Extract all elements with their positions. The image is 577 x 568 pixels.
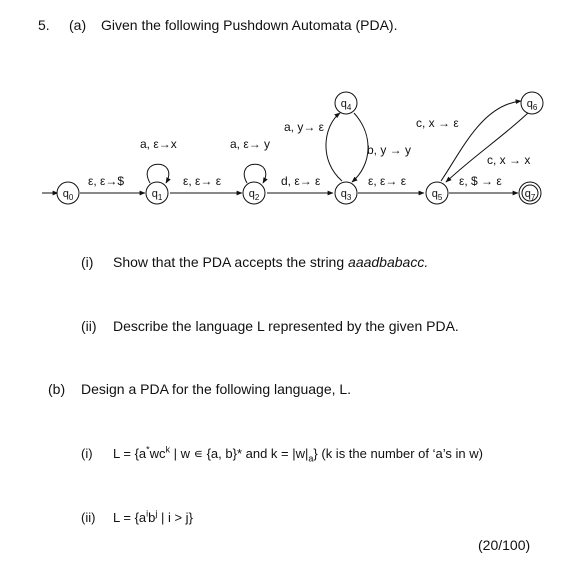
part-b-i-exp1: * — [146, 444, 150, 455]
part-b-i-sub1: a — [308, 453, 314, 464]
part-a-ii-text: Describe the language L represented by the given PDA. — [113, 318, 459, 334]
label-q1-loop: a, ε→x — [140, 137, 177, 151]
state-name-part: q — [524, 188, 531, 200]
part-b-ii-p1: b — [148, 510, 156, 525]
part-a-marker: (a) — [69, 17, 87, 33]
state-name-part: q — [151, 188, 158, 200]
edge-q4-q3 — [352, 113, 368, 182]
part-b-ii-marker: (ii) — [81, 510, 96, 525]
label-q5-q7: ε, $ → ε — [459, 174, 502, 188]
state-name-part: q — [340, 188, 347, 200]
label-q3-q4: a, y→ ε — [284, 120, 325, 134]
state-name-part: q — [248, 188, 255, 200]
part-b-marker: (b) — [48, 381, 66, 397]
marks: (20/100) — [478, 537, 531, 553]
state-name-part: 4 — [346, 103, 352, 112]
part-b-ii-l-eq: L = {a — [113, 510, 147, 525]
part-a-text: Given the following Pushdown Automata (PDA). — [101, 17, 398, 33]
state-name-part: 5 — [437, 193, 443, 202]
part-b-i-p2: | w ∊ {a, b}* and k = |w| — [170, 446, 309, 461]
edge-q5-q6 — [441, 101, 521, 181]
state-name-part: q — [340, 98, 347, 110]
state-name-part: 6 — [532, 103, 538, 112]
label-q4-q3: b, y → y — [367, 143, 412, 157]
part-b-ii-exp2: j — [155, 508, 158, 519]
part-a-ii-marker: (ii) — [81, 318, 97, 334]
label-q0-q1: ε, ε→$ — [88, 174, 125, 188]
part-b-text: Design a PDA for the following language, L. — [81, 381, 352, 397]
state-name-part: 3 — [346, 193, 352, 202]
state-name-part: 1 — [157, 193, 163, 202]
part-b-ii-exp1: i — [146, 508, 149, 519]
label-q1-q2: ε, ε→ ε — [183, 174, 222, 188]
part-b-i-marker: (i) — [81, 446, 93, 461]
label-q2-q3: d, ε→ ε — [281, 174, 321, 188]
part-a-i-marker: (i) — [81, 254, 94, 270]
part-b-i-p1: wc — [149, 446, 166, 461]
part-b-i-p3: } (k is the number of ‘a’s in w) — [313, 446, 483, 461]
part-a-i-prompt: Show that the PDA accepts the string — [113, 254, 345, 270]
question-number: 5. — [38, 17, 50, 33]
state-name-part: 0 — [68, 193, 74, 202]
pda-diagram — [0, 0, 577, 230]
part-b-i-l-eq: L = {a — [113, 446, 147, 461]
part-b-ii-p2: | i > j} — [157, 510, 193, 525]
part-b-i-exp2: k — [165, 444, 171, 455]
loop-q1 — [147, 164, 169, 183]
label-q5-q6: c, x → ε — [416, 116, 459, 130]
state-name-part: q — [526, 98, 533, 110]
state-name-part: 2 — [254, 193, 260, 202]
state-name-part: q — [62, 188, 69, 200]
label-q3-q5: ε, ε→ ε — [368, 174, 407, 188]
part-a-i-text — [113, 254, 428, 270]
label-q2-loop: a, ε→ y — [230, 137, 271, 151]
label-q6-q5: c, x → x — [487, 153, 531, 167]
part-a-i-string: aaadbabacc. — [348, 254, 429, 270]
part-b-i-language — [113, 446, 483, 462]
part-b-ii-language — [113, 510, 193, 525]
state-name-part: q — [431, 188, 438, 200]
loop-q2 — [244, 164, 266, 183]
state-name-part: 7 — [530, 193, 536, 202]
edge-q3-q4 — [326, 113, 342, 181]
